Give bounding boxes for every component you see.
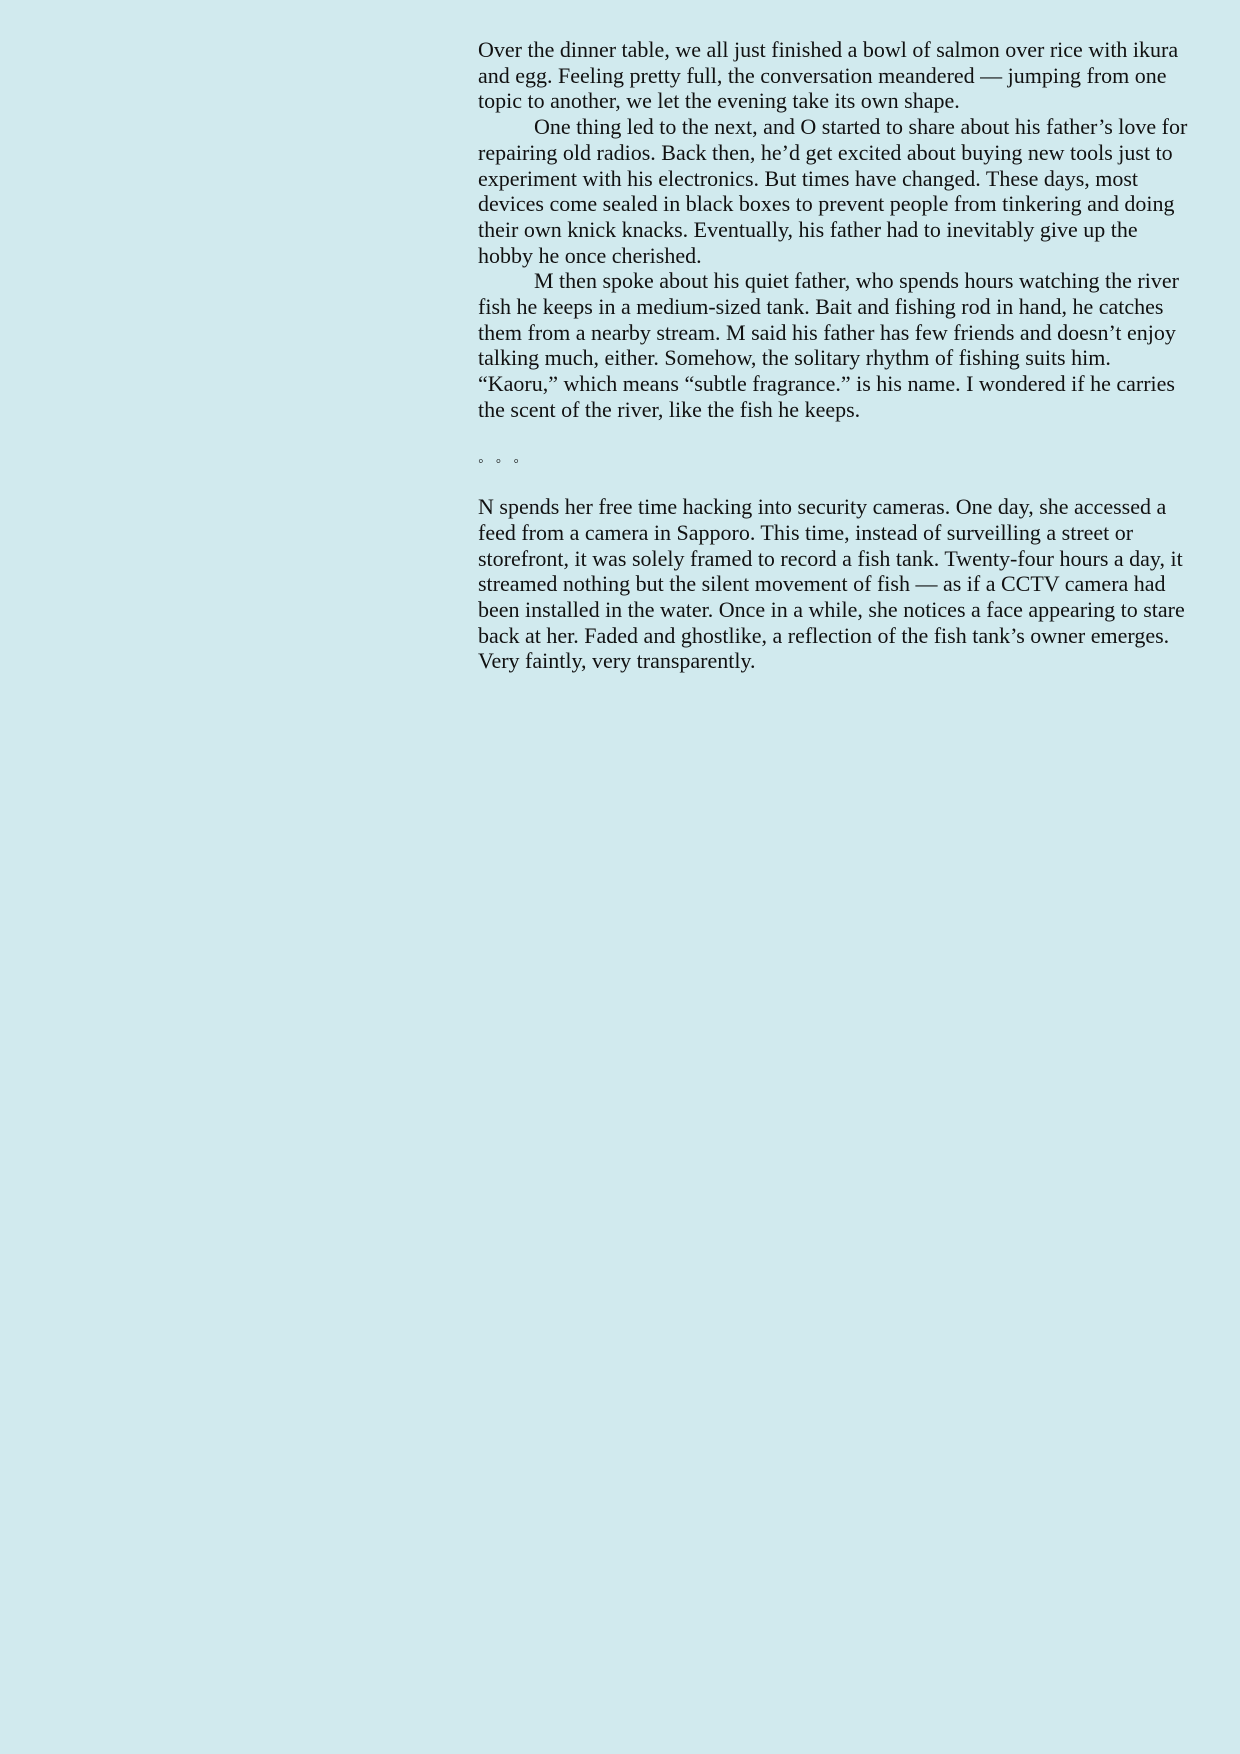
paragraph-radios: One thing led to the next, and O started to share about his father’s love for repairing old radios. Back then, he’d get excited about buying new tools just to experiment with his electronics. But times have changed. These days, most devices come sealed in black boxes to prevent people from tinkering and doing their own knick knacks. Eventually, his father had to inevitably give up the hobby he once cherished. [478, 114, 1188, 268]
section-break-ornament: ◦ ◦ ◦ [478, 452, 524, 470]
paragraph-river-fish: M then spoke about his quiet father, who spends hours watching the river fish he keeps in a medium-sized tank. Bait and fishing rod in hand, he catches them from a nearby stream. M said his father has few friends and doesn’t enjoy talking much, either. Somehow, the solitary rhythm of fishing suits him. [478, 268, 1179, 371]
spacer [478, 474, 1198, 494]
text-column [478, 37, 1198, 674]
paragraph-security-cameras: N spends her free time hacking into security cameras. One day, she accessed a feed from a camera in Sapporo. This time, instead of surveilling a street or storefront, it was solely framed to record a fish tank. Twenty-four hours a day, it streamed nothing but the silent movement of fish — as if a CCTV camera had been installed in the water. Once in a while, she notices a face appearing to stare back at her. Faded and ghostlike, a reflection of the fish tank’s owner emerges. Very faintly, very transparently. [478, 494, 1185, 674]
spacer [478, 423, 1198, 449]
paragraph-kaoru: “Kaoru,” which means “subtle fragrance.” is his name. I wondered if he carries the scent of the river, like the fish he keeps. [478, 371, 1175, 422]
paragraph-dinner-table: Over the dinner table, we all just finished a bowl of salmon over rice with ikura and egg. Feeling pretty full, the conversation meandered — jumping from one topic to another, we let the evening take its own shape. [478, 37, 1179, 114]
